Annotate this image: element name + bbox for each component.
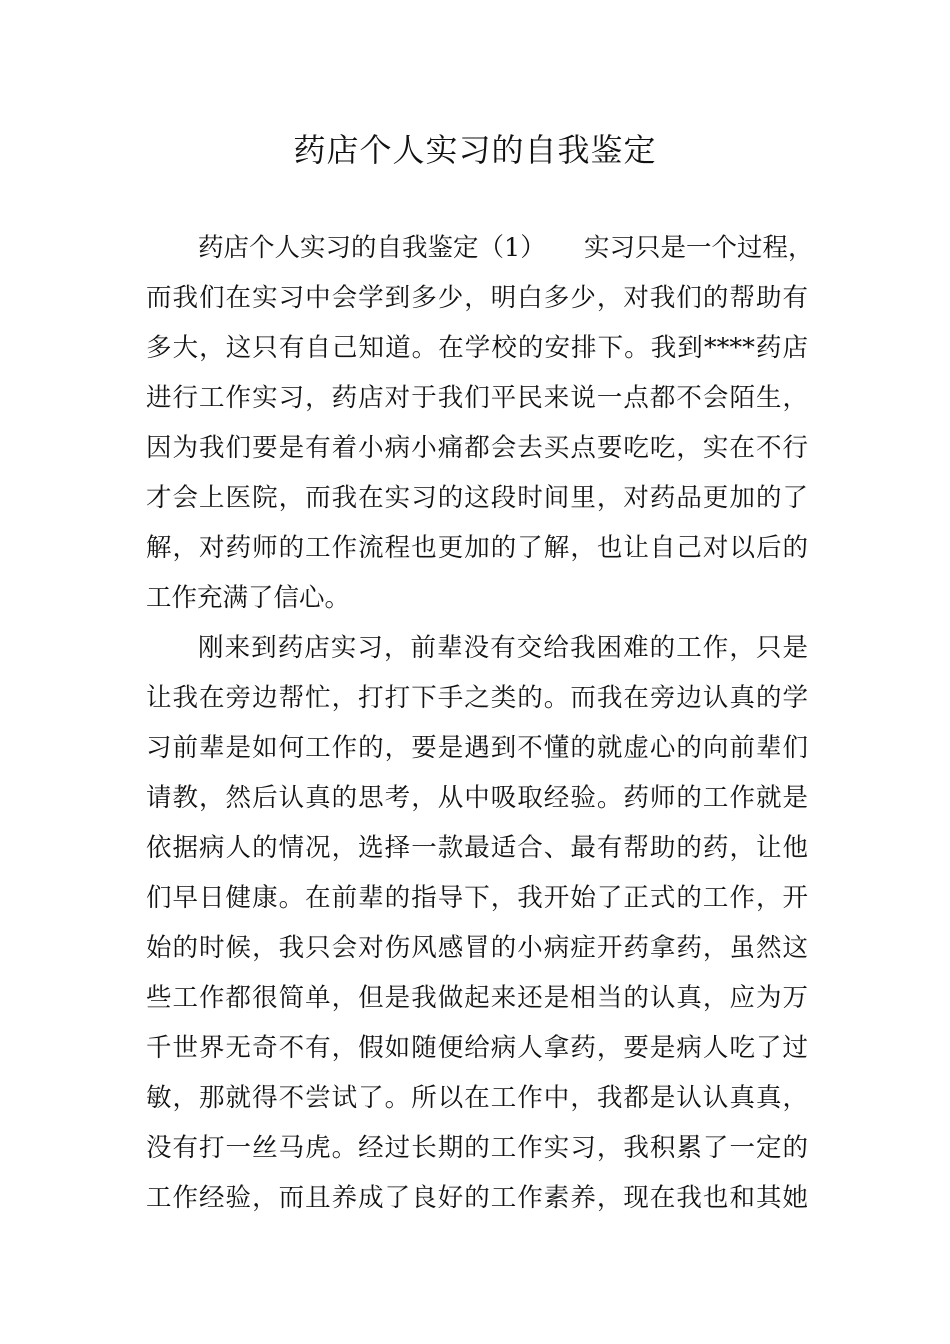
text-line: 解，对药师的工作流程也更加的了解，也让自己对以后的 [146, 533, 808, 563]
text-line: 才会上医院，而我在实习的这段时间里，对药品更加的了 [146, 483, 808, 513]
text-line: 工作经验，而且养成了良好的工作素养，现在我也和其她 [146, 1183, 808, 1213]
text-line: 始的时候，我只会对伤风感冒的小病症开药拿药，虽然这 [146, 933, 808, 963]
document-title: 药店个人实习的自我鉴定 [293, 131, 657, 169]
text-line: 没有打一丝马虎。经过长期的工作实习，我积累了一定的 [146, 1133, 808, 1163]
text-line: 药店个人实习的自我鉴定（1） 实习只是一个过程， [198, 233, 814, 263]
text-line: 而我们在实习中会学到多少，明白多少，对我们的帮助有 [146, 283, 808, 313]
document-body [146, 223, 814, 1223]
text-line: 工作充满了信心。 [146, 583, 351, 613]
text-line: 多大，这只有自己知道。在学校的安排下。我到****药店 [146, 333, 808, 363]
text-line: 敏，那就得不尝试了。所以在工作中，我都是认认真真， [146, 1083, 808, 1113]
text-line: 依据病人的情况，选择一款最适合、最有帮助的药，让他 [146, 833, 808, 863]
text-line: 请教，然后认真的思考，从中吸取经验。药师的工作就是 [146, 783, 808, 813]
text-line: 因为我们要是有着小病小痛都会去买点要吃吃，实在不行 [146, 433, 808, 463]
text-line: 进行工作实习，药店对于我们平民来说一点都不会陌生， [146, 383, 808, 413]
text-line: 刚来到药店实习，前辈没有交给我困难的工作，只是 [198, 633, 808, 663]
text-line: 些工作都很简单，但是我做起来还是相当的认真，应为万 [146, 983, 808, 1013]
text-line: 让我在旁边帮忙，打打下手之类的。而我在旁边认真的学 [146, 683, 808, 713]
text-line: 习前辈是如何工作的，要是遇到不懂的就虚心的向前辈们 [146, 733, 808, 763]
text-line: 千世界无奇不有，假如随便给病人拿药，要是病人吃了过 [146, 1033, 808, 1063]
text-line: 们早日健康。在前辈的指导下，我开始了正式的工作，开 [146, 883, 808, 913]
